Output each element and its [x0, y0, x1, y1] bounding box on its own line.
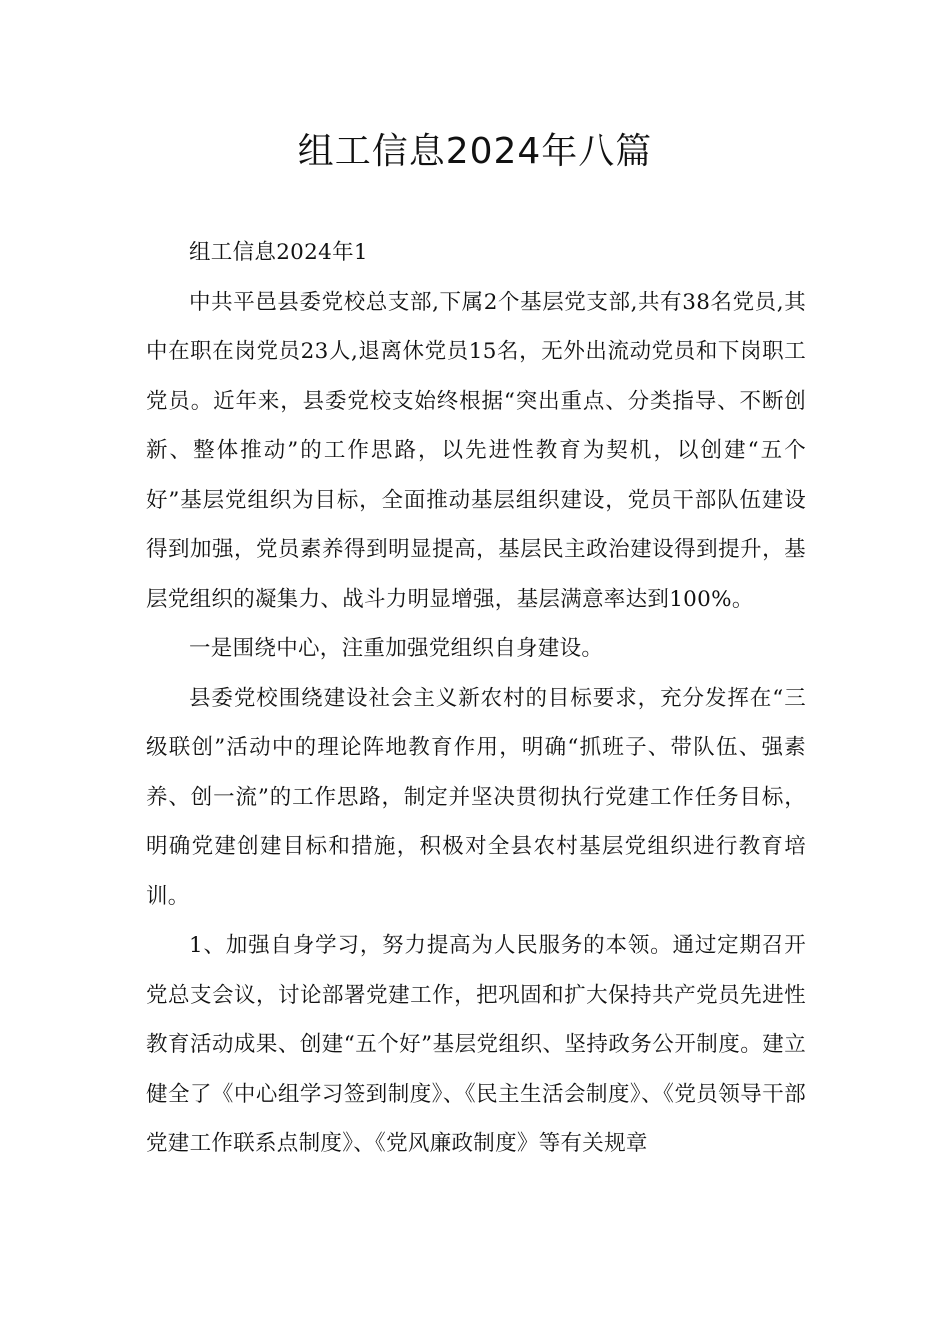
- paragraph-section-one: 一是围绕中心，注重加强党组织自身建设。: [189, 636, 604, 661]
- paragraph-heading: 组工信息2024年1: [189, 240, 368, 265]
- paragraph-intro: 中共平邑县委党校总支部,下属2个基层党支部,共有38名党员,其中在职在岗党员23人,退离休党员15名，无外出流动党员和下岗职工党员。近年来，县委党校支始终根据“突出重点、分类指导、不断创新、整体推动”的工作思路，以先进性教育为契机，以创建“五个好”基层党组织为目标，全面推动基层组织建设，党员干部队伍建设得到加强，党员素养得到明显提高，基层民主政治建设得到提升，基层党组织的凝集力、战斗力明显增强，基层满意率达到100%。: [146, 289, 806, 612]
- document-body: [146, 228, 806, 1169]
- document-title: 组工信息2024年八篇: [297, 131, 653, 172]
- paragraph-item-one: 1、加强自身学习，努力提高为人民服务的本领。通过定期召开党总支会议，讨论部署党建工作，把巩固和扩大保持共产党员先进性教育活动成果、创建“五个好”基层党组织、坚持政务公开制度。建立健全了《中心组学习签到制度》、《民主生活会制度》、《党员领导干部党建工作联系点制度》、《党风廉政制度》等有关规章: [146, 933, 806, 1156]
- paragraph-section-one-detail: 县委党校围绕建设社会主义新农村的目标要求，充分发挥在“三级联创”活动中的理论阵地教育作用，明确“抓班子、带队伍、强素养、创一流”的工作思路，制定并坚决贯彻执行党建工作任务目标，明确党建创建目标和措施，积极对全县农村基层党组织进行教育培训。: [146, 685, 806, 909]
